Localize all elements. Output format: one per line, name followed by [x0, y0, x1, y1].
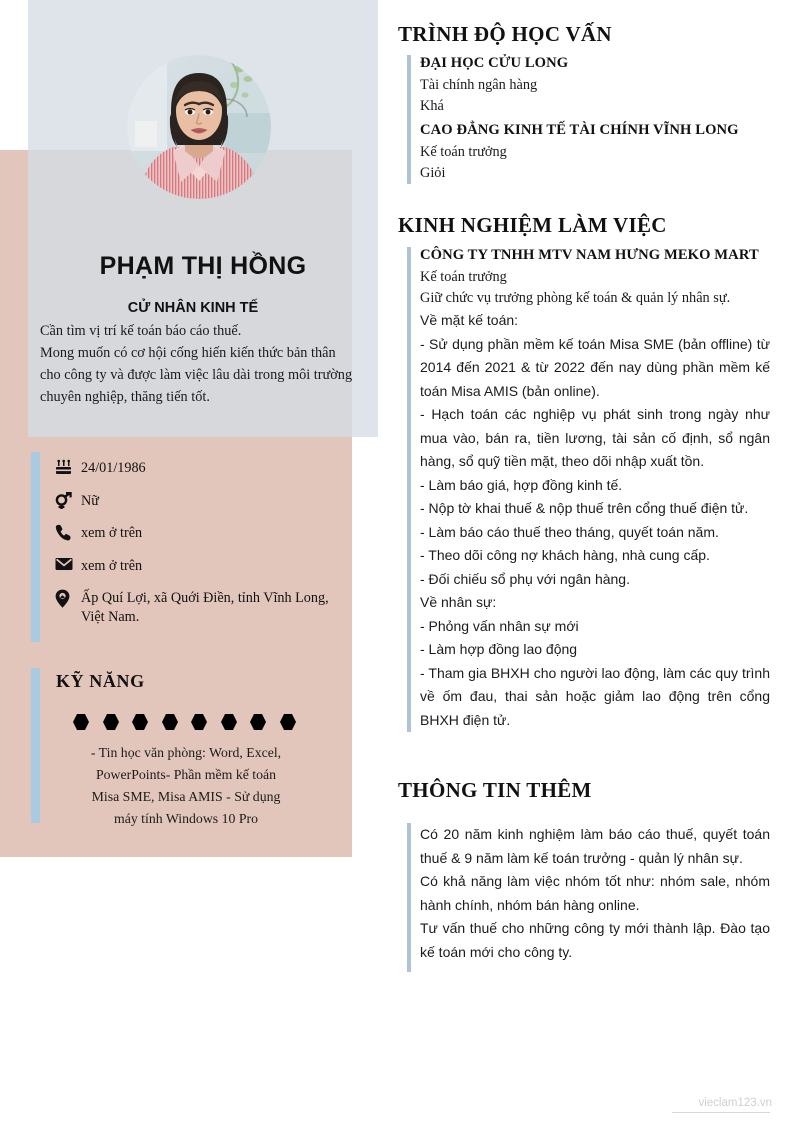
skill-dot: [279, 713, 297, 736]
experience-item: - Đối chiếu sổ phụ với ngân hàng.: [420, 570, 630, 587]
contact-item-birthdate: [55, 458, 345, 478]
contact-item-address: [55, 588, 345, 627]
education-school: ĐẠI HỌC CỬU LONG: [420, 55, 569, 71]
education-grade: Giỏi: [420, 165, 446, 181]
contact-value-email: xem ở trên: [81, 557, 143, 574]
contact-value-gender: Nữ: [81, 492, 99, 509]
experience-hr-heading: Về nhân sự:: [420, 594, 497, 610]
education-entry: [420, 55, 770, 117]
phone-icon: [55, 523, 81, 541]
education-major: Kế toán trưởng: [420, 144, 507, 160]
education-body: [398, 55, 770, 184]
experience-position: Kế toán trưởng: [420, 269, 507, 285]
skill-dot: [249, 713, 267, 736]
additional-body: [398, 823, 770, 972]
additional-heading: THÔNG TIN THÊM: [398, 778, 592, 802]
experience-item: - Phỏng vấn nhân sự mới: [420, 617, 579, 634]
contact-value-phone: xem ở trên: [81, 525, 143, 541]
summary-line: Mong muốn có cơ hội cống hiến kiến thức bản thân: [40, 345, 336, 361]
skill-dot: [220, 713, 238, 736]
profile-photo: [127, 55, 271, 199]
contact-item-gender: [55, 491, 345, 511]
experience-body: [398, 247, 770, 732]
skill-dot: [190, 713, 208, 736]
footer-watermark: vieclam123.vn: [698, 1097, 772, 1109]
contact-accent-bar: [31, 452, 40, 642]
skill-dot: [131, 713, 149, 736]
experience-item: - Làm báo cáo thuế theo tháng, quyết toán năm.: [420, 523, 719, 540]
skills-line: PowerPoints- Phần mềm kế toán: [95, 767, 277, 782]
experience-item: - Làm báo giá, hợp đồng kinh tế.: [420, 476, 623, 493]
summary-line: Cần tìm vị trí kế toán báo cáo thuế.: [40, 323, 242, 339]
contact-value-birthdate: 24/01/1986: [81, 460, 146, 476]
contact-item-phone: [55, 523, 345, 543]
footer-divider: [672, 1112, 770, 1113]
candidate-job-title: CỬ NHÂN KINH TẾ: [127, 300, 259, 316]
experience-item: - Sử dụng phần mềm kế toán Misa SME (bản offline) từ 2014 đến 2021 & từ 2022 đến nay dùng phần mềm kế toán Misa AMIS (bản online).: [420, 335, 770, 399]
experience-item: - Nộp tờ khai thuế & nộp thuế trên cổng thuế điện tử.: [420, 500, 749, 516]
experience-item: - Tham gia BHXH cho người lao động, làm các quy trình về ốm đau, thai sản hoặc giảm lao động trên cổng BHXH điện tử.: [420, 664, 770, 728]
summary-line: cho công ty và được làm việc lâu dài trong môi trường: [40, 367, 353, 383]
contact-list: [55, 458, 345, 640]
envelope-icon: [55, 556, 81, 571]
skill-dot: [72, 713, 90, 736]
summary-line: chuyên nghiệp, thăng tiến tốt.: [40, 389, 210, 405]
location-pin-icon: [55, 588, 81, 608]
additional-paragraph: Tư vấn thuế cho những công ty mới thành lập. Đào tạo kế toán mới cho công ty.: [420, 920, 770, 960]
experience-section: [398, 213, 770, 732]
skills-description: [36, 742, 336, 830]
candidate-summary: [40, 320, 358, 408]
additional-section: [398, 778, 770, 972]
education-major: Tài chính ngân hàng: [420, 77, 538, 93]
skill-dot: [161, 713, 179, 736]
education-section: [398, 22, 770, 184]
birthday-cake-icon: [55, 458, 81, 475]
experience-company: CÔNG TY TNHH MTV NAM HƯNG MEKO MART: [420, 247, 759, 263]
skills-rating-dots: [72, 713, 297, 736]
education-grade: Khá: [420, 98, 444, 114]
contact-value-address: Ấp Quí Lợi, xã Quới Điền, tỉnh Vĩnh Long, Việt Nam.: [81, 590, 329, 625]
contact-item-email: [55, 556, 345, 576]
experience-item: - Hạch toán các nghiệp vụ phát sinh trong ngày như mua vào, bán ra, tiền lương, tài sản cố định, sổ ngân hàng, sổ quỹ tiền mặt, theo dõi nhập xuất tồn.: [420, 406, 770, 469]
education-school: CAO ĐẲNG KINH TẾ TÀI CHÍNH VĨNH LONG: [420, 122, 739, 138]
additional-paragraph: Có 20 năm kinh nghiệm làm báo cáo thuế, quyết toán thuế & 9 năm làm kế toán trưởng - quản lý nhân sự.: [420, 826, 770, 866]
additional-paragraph: Có khả năng làm việc nhóm tốt như: nhóm sale, nhóm hành chính, nhóm bán hàng online.: [420, 873, 770, 913]
education-heading: TRÌNH ĐỘ HỌC VẤN: [398, 22, 612, 46]
experience-accounting-heading: Về mặt kế toán:: [420, 312, 519, 328]
experience-item: - Làm hợp đồng lao động: [420, 641, 578, 657]
gender-icon: [55, 491, 81, 510]
skill-dot: [102, 713, 120, 736]
skills-line: Misa SME, Misa AMIS - Sử dụng: [91, 789, 281, 804]
experience-role-note: Giữ chức vụ trưởng phòng kế toán & quản lý nhân sự.: [420, 290, 731, 306]
education-entry: [420, 122, 770, 184]
experience-item: - Theo dõi công nợ khách hàng, nhà cung cấp.: [420, 547, 710, 563]
skills-heading: KỸ NĂNG: [56, 671, 145, 691]
skills-line: máy tính Windows 10 Pro: [113, 811, 259, 826]
experience-heading: KINH NGHIỆM LÀM VIỆC: [398, 213, 667, 237]
skills-line: - Tin học văn phòng: Word, Excel,: [90, 745, 282, 760]
candidate-name: PHẠM THỊ HỒNG: [99, 252, 307, 280]
